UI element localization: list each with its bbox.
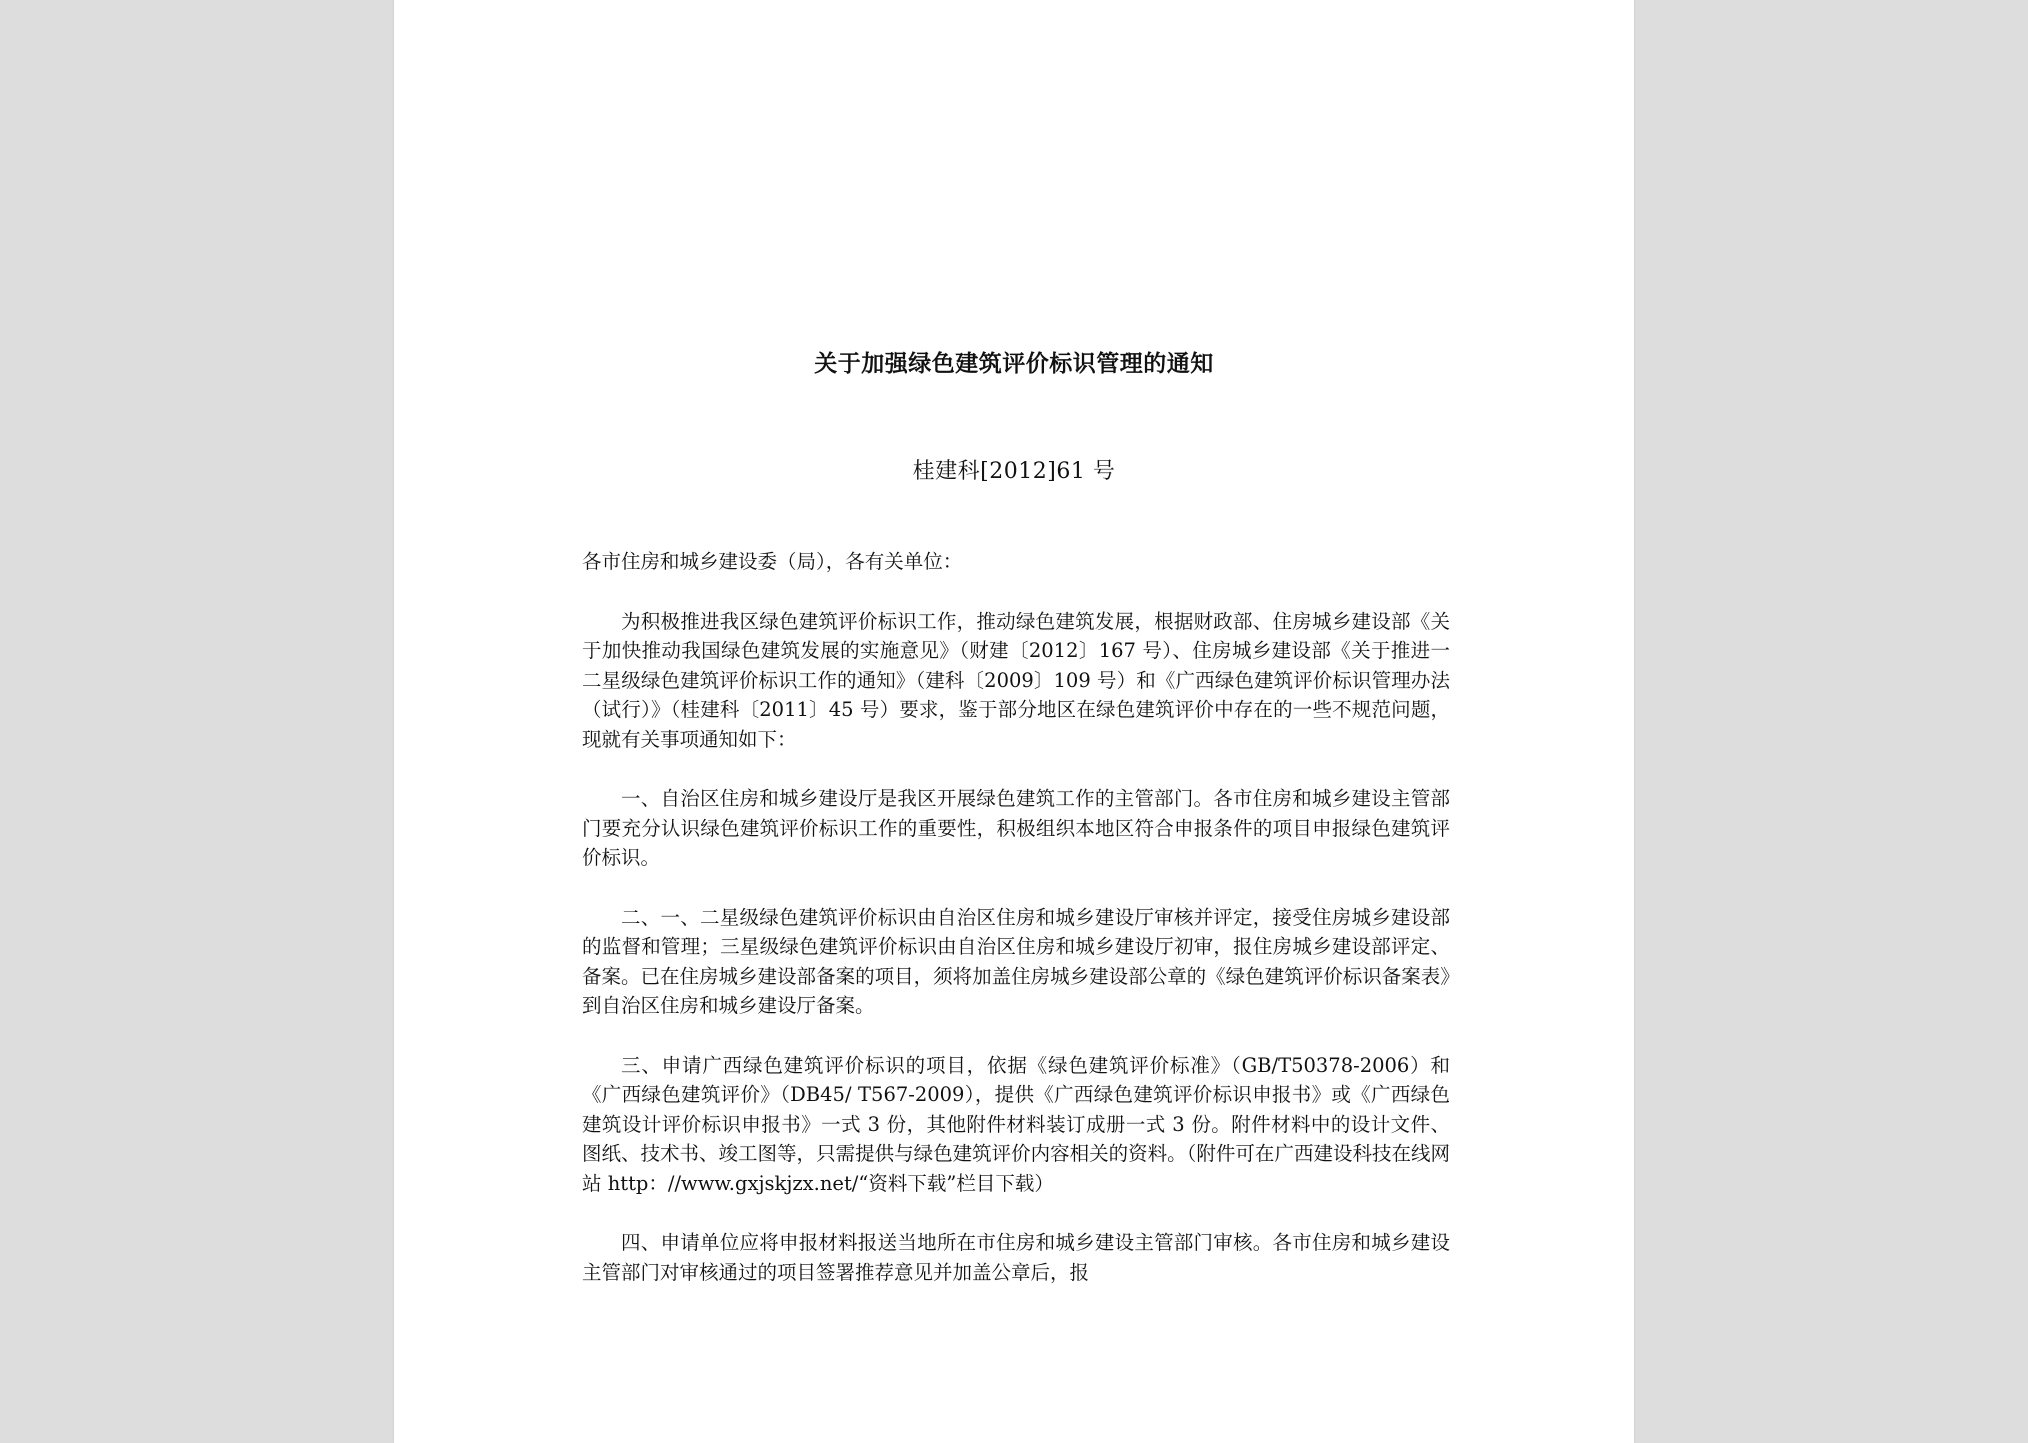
paragraph-item-3: 三、申请广西绿色建筑评价标识的项目，依据《绿色建筑评价标准》（GB/T50378-2006）和《广西绿色建筑评价》（DB45/ T567-2009），提供《广西绿色建筑评价标识申报书》或《广西绿色建筑设计评价标识申报书》一式 3 份，其他附件材料装订成册一式 3 份。附件材料中的设计文件、图纸、技术书、竣工图等，只需提供与绿色建筑评价内容相关的资料。（附件可在广西建设科技在线网站 http：//www.gxjskjzx.net/“资料下载”栏目下载） (582, 1053, 1450, 1195)
paragraph-item-4: 四、申请单位应将申报材料报送当地所在市住房和城乡建设主管部门审核。各市住房和城乡建设主管部门对审核通过的项目签署推荐意见并加盖公章后，报 (582, 1231, 1450, 1284)
document-title: 关于加强绿色建筑评价标识管理的通知 (814, 350, 1214, 377)
document-number: 桂建科[2012]61 号 (912, 459, 1116, 484)
document-body (582, 547, 1450, 1287)
paragraph-intro: 为积极推进我区绿色建筑评价标识工作，推动绿色建筑发展，根据财政部、住房城乡建设部《关于加快推动我国绿色建筑发展的实施意见》（财建〔2012〕167 号）、住房城乡建设部《关于推进一二星级绿色建筑评价标识工作的通知》（建科〔2009〕109 号）和《广西绿色建筑评价标识管理办法（试行）》（桂建科〔2011〕45 号）要求，鉴于部分地区在绿色建筑评价中存在的一些不规范问题，现就有关事项通知如下： (582, 609, 1450, 751)
paragraph-item-2: 二、一、二星级绿色建筑评价标识由自治区住房和城乡建设厅审核并评定，接受住房城乡建设部的监督和管理；三星级绿色建筑评价标识由自治区住房和城乡建设厅初审，报住房城乡建设部评定、备案。已在住房城乡建设部备案的项目，须将加盖住房城乡建设部公章的《绿色建筑评价标识备案表》到自治区住房和城乡建设厅备案。 (582, 905, 1450, 1017)
document-page (394, 0, 1634, 1443)
paragraph-item-1: 一、自治区住房和城乡建设厅是我区开展绿色建筑工作的主管部门。各市住房和城乡建设主管部门要充分认识绿色建筑评价标识工作的重要性，积极组织本地区符合申报条件的项目申报绿色建筑评价标识。 (582, 787, 1450, 869)
salutation: 各市住房和城乡建设委（局），各有关单位： (582, 550, 963, 573)
